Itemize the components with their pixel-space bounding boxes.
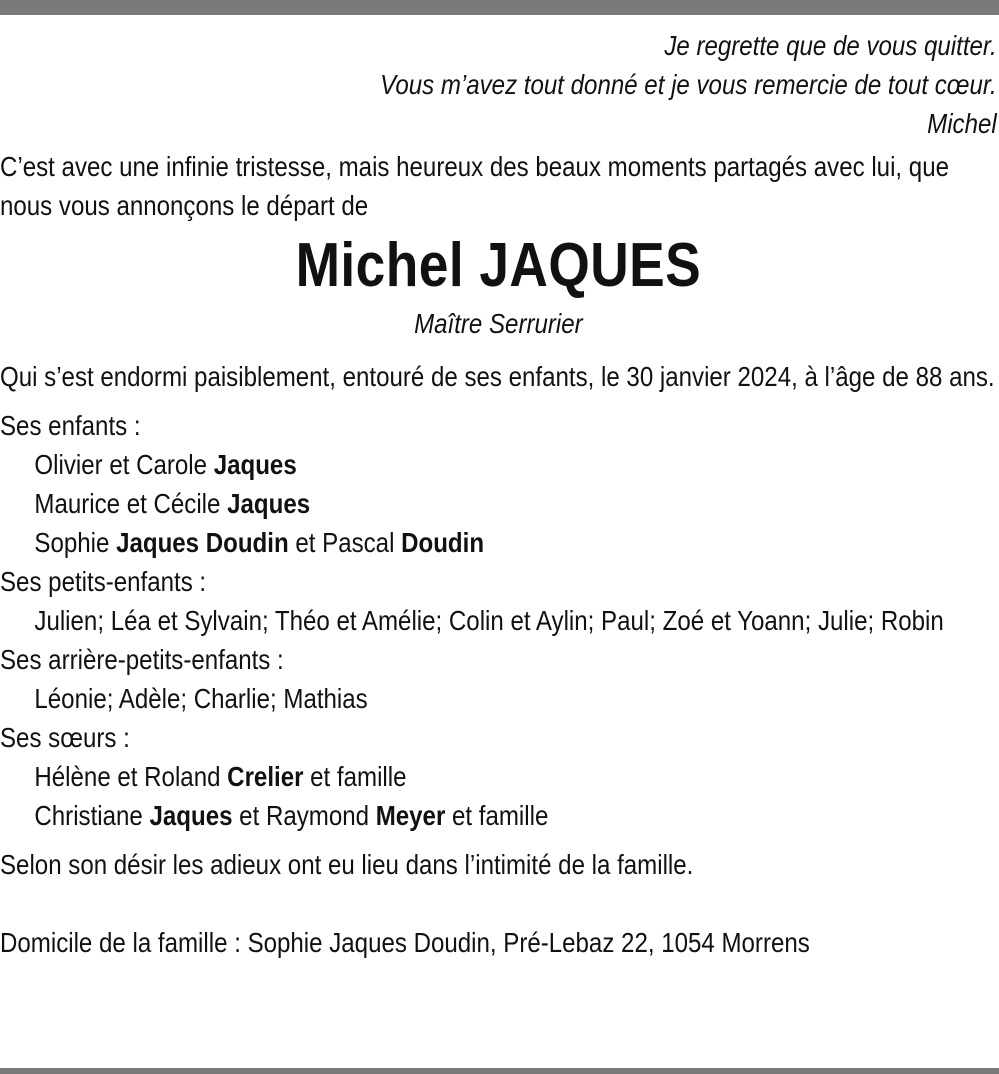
- children-label: Ses enfants :: [0, 410, 141, 441]
- intro-paragraph: C’est avec une infinie tristesse, mais heureux des beaux moments partagés avec lui, que nous vous annonçons le départ de: [0, 151, 949, 221]
- child-row: Sophie Jaques Doudin et Pascal Doudin: [34, 527, 485, 558]
- epigraph-quote: [0, 26, 997, 143]
- grandchildren-names: Julien; Léa et Sylvain; Théo et Amélie; Colin et Aylin; Paul; Zoé et Yoann; Julie; Robin: [34, 605, 944, 636]
- deceased-profession: Maître Serrurier: [414, 308, 583, 339]
- quote-line-2: Vous m’avez tout donné et je vous remercie de tout cœur.: [380, 69, 997, 100]
- child-row: Olivier et Carole Jaques: [34, 449, 297, 480]
- family-list: [0, 406, 997, 835]
- great-grandchildren-label: Ses arrière-petits-enfants :: [0, 644, 284, 675]
- sister-row: Hélène et Roland Crelier et famille: [34, 761, 407, 792]
- child-row: Maurice et Cécile Jaques: [34, 488, 311, 519]
- death-notice: Qui s’est endormi paisiblement, entouré de ses enfants, le 30 janvier 2024, à l’âge de 88 ans.: [0, 361, 995, 392]
- sister-row: Christiane Jaques et Raymond Meyer et famille: [34, 800, 549, 831]
- bottom-rule: [0, 1068, 999, 1074]
- family-domicile: Domicile de la famille : Sophie Jaques Doudin, Pré-Lebaz 22, 1054 Morrens: [0, 927, 810, 958]
- quote-signature: Michel: [927, 108, 997, 139]
- deceased-name: Michel JAQUES: [295, 231, 702, 300]
- sisters-label: Ses sœurs :: [0, 722, 130, 753]
- grandchildren-label: Ses petits-enfants :: [0, 566, 207, 597]
- quote-line-1: Je regrette que de vous quitter.: [664, 30, 997, 61]
- top-rule: [0, 0, 999, 15]
- obituary-notice: [0, 26, 997, 962]
- great-grandchildren-names: Léonie; Adèle; Charlie; Mathias: [34, 683, 368, 714]
- farewell-note: Selon son désir les adieux ont eu lieu dans l’intimité de la famille.: [0, 849, 694, 880]
